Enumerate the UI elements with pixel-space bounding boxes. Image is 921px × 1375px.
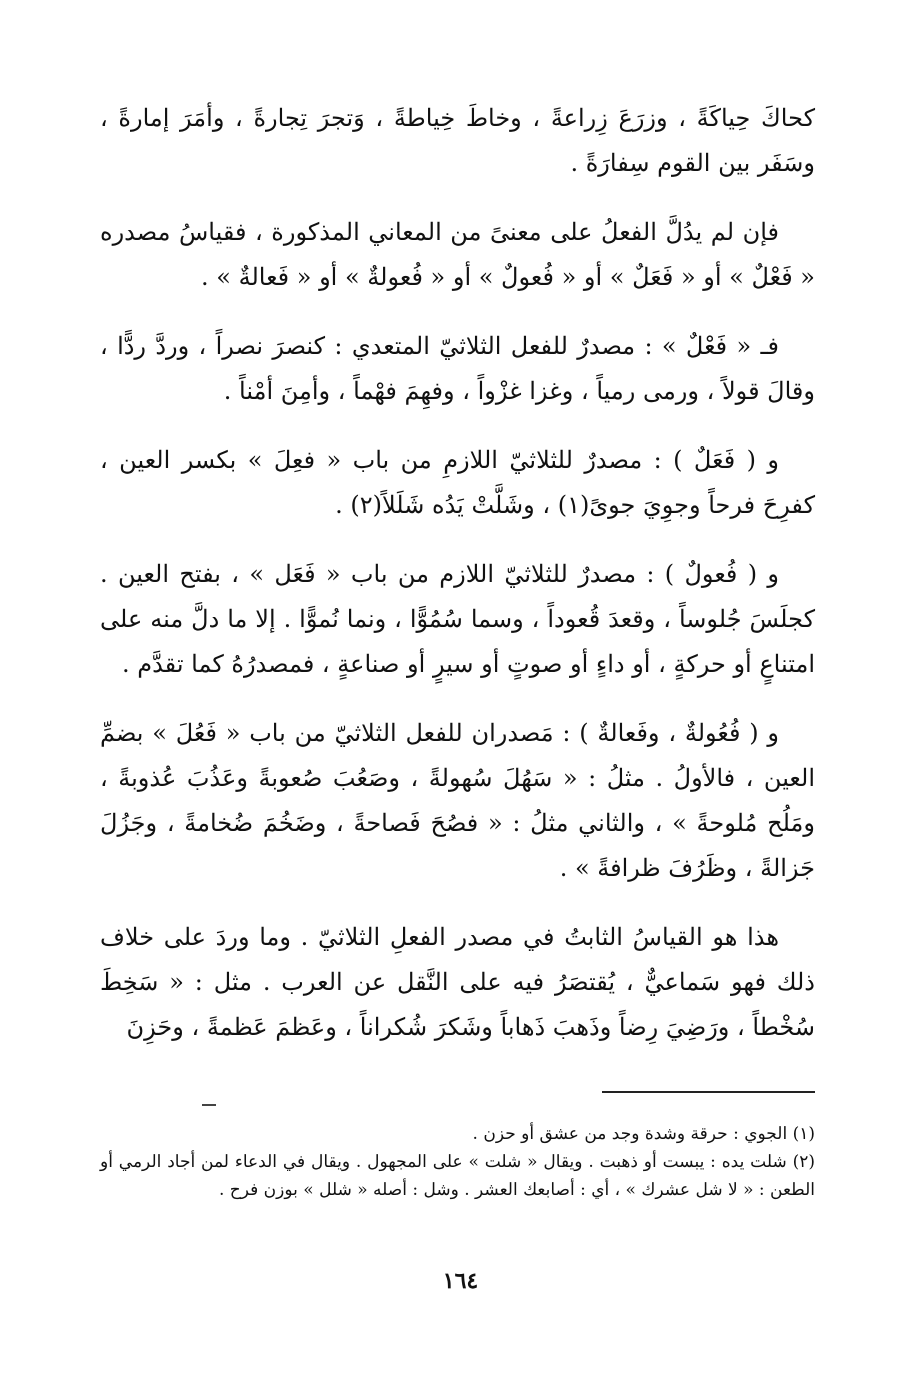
paragraph-2: فإن لم يدُلَّ الفعلُ على معنىً من المعاني المذكورة ، فقياسُ مصدره « فَعْلٌ » أو « فَعَلٌ » أو « فُعولٌ » أو « فُعولةٌ » أو « فَعالةٌ » . <box>100 218 815 291</box>
paragraph-1: كحاكَ حِياكَةً ، وزرَعَ زِراعةً ، وخاطَ خِياطةً ، وَتجرَ تِجارةً ، وأمَرَ إمارةً ، وسَفَر بين القوم سِفارَةً . <box>100 104 815 177</box>
paragraph-3: فـ « فَعْلٌ » : مصدرٌ للفعل الثلاثيّ المتعدي : كنصرَ نصراً ، وردَّ ردًّا ، وقالَ قولاً ، ورمى رمياً ، وغزا غزْواً ، وفهِمَ فهْماً ، وأمِنَ أمْناً . <box>100 332 815 405</box>
footnote-1: (١) الجوي : حرقة وشدة وجد من عشق أو حزن . <box>472 1124 815 1144</box>
paragraph-4: و ( فَعَلٌ ) : مصدرٌ للثلاثيّ اللازمِ من باب « فعِلَ » بكسر العين ، كفرِحَ فرحاً وجوِيَ جوىً(١) ، وشَلَّتْ يَدُه شَلَلاً(٢) . <box>100 446 815 519</box>
printer-mark <box>202 1104 216 1106</box>
footnotes <box>100 1120 815 1204</box>
page-number: ١٦٤ <box>442 1268 479 1294</box>
paragraph-5: و ( فُعولٌ ) : مصدرٌ للثلاثيّ اللازم من باب « فَعَل » ، بفتح العين . كجلَسَ جُلوساً ، وقعدَ قُعوداً ، وسما سُمُوًّا ، ونما نُموًّا . إلا ما دلَّ منه على امتناعٍ أو حركةٍ ، أو داءٍ أو صوتٍ أو سيرٍ أو صناعةٍ ، فمصدرُهُ كما تقدَّم . <box>100 560 815 678</box>
footnote-2: (٢) شلت يده : يبست أو ذهبت . ويقال « شلت » على المجهول . ويقال في الدعاء لمن أجاد الرمي أو الطعن : « لا شل عشرك » ، أي : أصابعك العشر . وشل : أصله « شلل » بوزن فرح . <box>100 1152 815 1200</box>
footnote-divider <box>602 1091 815 1093</box>
main-text <box>100 96 815 1074</box>
paragraph-7: هذا هو القياسُ الثابتُ في مصدر الفعلِ الثلاثيّ . وما وردَ على خلاف ذلك فهو سَماعيٌّ ، يُقتصَرُ فيه على النَّقل عن العرب . مثل : « سَخِطَ سُخْطاً ، ورَضِيَ رِضاً وذَهبَ ذَهاباً وشَكرَ شُكراناً ، وعَظمَ عَظمةً ، وحَزِنَ <box>100 923 815 1041</box>
paragraph-6: و ( فُعُولةٌ ، وفَعالةٌ ) : مَصدران للفعل الثلاثيّ من باب « فَعُلَ » بضمِّ العين ، فالأولُ . مثلُ : « سَهُلَ سُهولةً ، وصَعُبَ صُعوبةً وعَذُبَ عُذوبةً ، ومَلُح مُلوحةً » ، والثاني مثلُ : « فصُحَ فَصاحةً ، وضَخُمَ ضُخامةً ، وجَزُلَ جَزالةً ، وظَرُفَ ظرافةً » . <box>100 719 815 882</box>
